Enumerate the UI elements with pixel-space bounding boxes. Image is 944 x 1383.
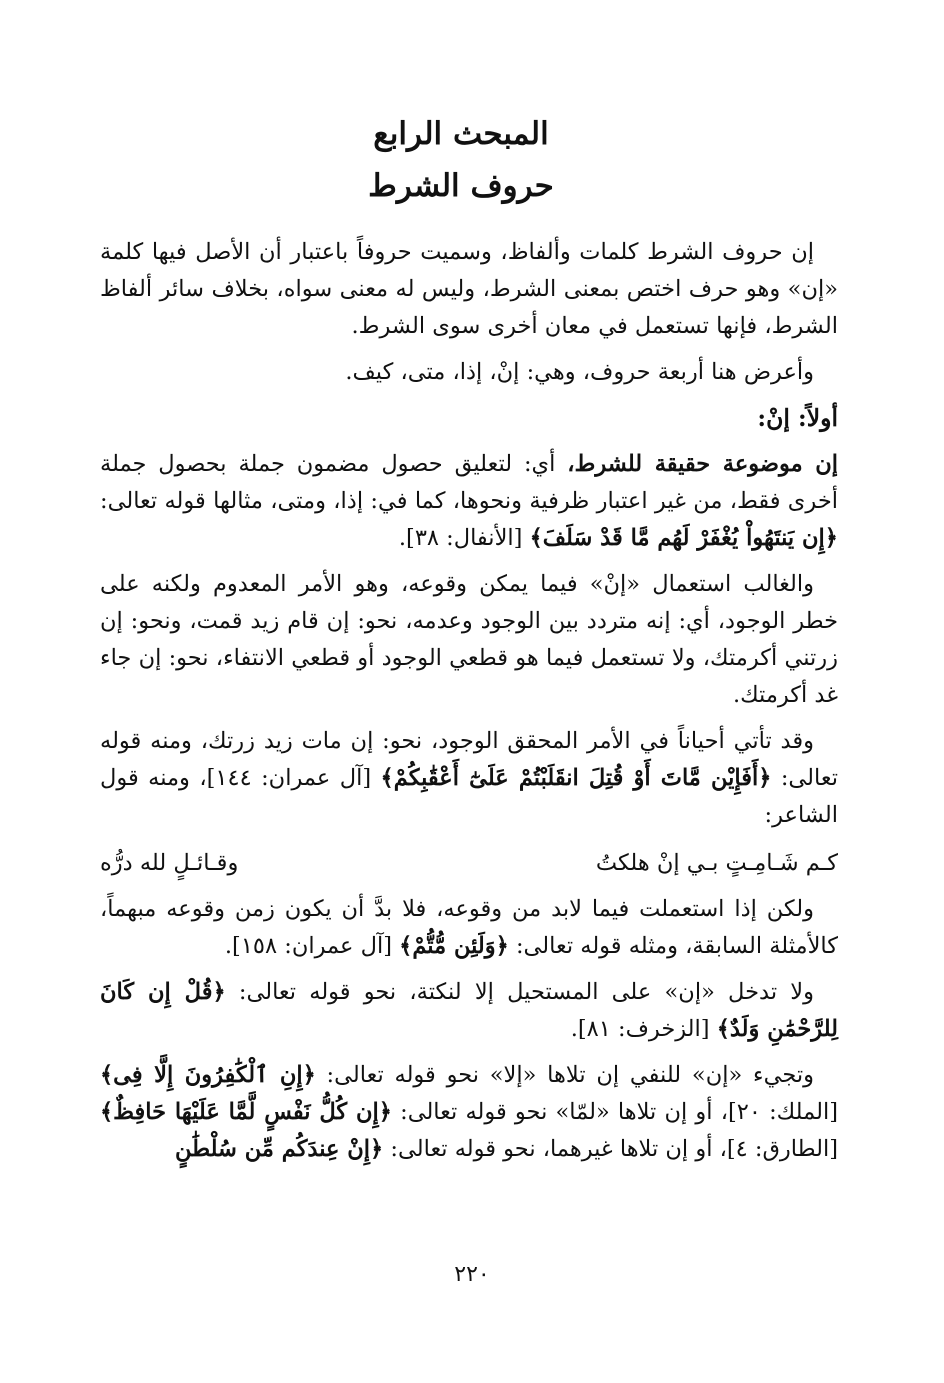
quran-verse: ﴿إِنْ عِندَكُم مِّن سُلْطَٰنٍ bbox=[175, 1136, 384, 1162]
paragraph-vague-time bbox=[100, 891, 838, 965]
paragraph-text: [الطارق: ٤]، أو إن تلاها غيرهما، نحو قوله تعالى: bbox=[383, 1136, 838, 1162]
quran-verse: ﴿وَلَئِن مُّتُّمْ﴾ bbox=[399, 933, 509, 959]
verse-reference: [الزخرف: ٨١]. bbox=[570, 1016, 717, 1042]
verse-reference: [الأنفال: ٣٨]. bbox=[398, 525, 530, 551]
headings bbox=[100, 108, 838, 212]
paragraph-text: أي: لتعليق حصول مضمون جملة بحصول جملة أخرى فقط، من غير اعتبار ظرفية ونحوها، كما في: إذا، ومتى، مثالها قوله تعالى: bbox=[100, 451, 838, 514]
section-heading: المبحث الرابع bbox=[373, 116, 549, 152]
paragraph-text: ولا تدخل «إن» على المستحيل إلا لنكتة، نحو قوله تعالى: bbox=[225, 979, 814, 1005]
quran-verse: ﴿إِنِ ٱلْكَٰفِرُونَ إِلَّا فِى﴾ bbox=[100, 1062, 316, 1088]
page-title: حروف الشرط bbox=[368, 168, 554, 204]
verse-second-hemistich: وقـائـلٍ لله درُّه bbox=[100, 850, 239, 876]
paragraph-usage: والغالب استعمال «إنْ» فيما يمكن وقوعه، وهو الأمر المعدوم ولكنه على خطر الوجود، أي: إنه متردد بين الوجود وعدمه، نحو: إن قام زيد قمت، ونحو: إن زرتني أكرمتك، ولا تستعمل فيما هو قطعي الوجود أو قطعي الانتفاء، نحو: إن جاء غد أكرمتك. bbox=[100, 571, 838, 708]
paragraph-text: وتجيء «إن» للنفي إن تلاها «إلا» نحو قوله تعالى: bbox=[315, 1062, 814, 1088]
quran-verse: ﴿إِن كُلُّ نَفْسٍ لَّمَّا عَلَيْهَا حَافِظٌ﴾ bbox=[100, 1099, 392, 1125]
verse-reference: [آل عمران: ١٥٨]. bbox=[224, 933, 400, 959]
paragraph-certain bbox=[100, 723, 838, 834]
paragraph-list: وأعرض هنا أربعة حروف، وهي: إنْ، إذا، متى، كيف. bbox=[345, 359, 814, 385]
verse-reference: [آل عمران: ١٤٤]، ومنه قول الشاعر: bbox=[100, 765, 838, 828]
subsection-heading: أولاً: إنْ: bbox=[757, 404, 838, 432]
quran-verse: ﴿قُلْ إِن كَانَ لِلرَّحْمَٰنِ وَلَدٌ﴾ bbox=[100, 979, 838, 1042]
paragraph-intro: إن حروف الشرط كلمات وألفاظ، وسميت حروفاً باعتبار أن الأصل فيها كلمة «إن» وهو حرف اختص بمعنى الشرط، وليس له معنى سواه، بخلاف سائر ألفاظ الشرط، فإنها تستعمل في معان أخرى سوى الشرط. bbox=[100, 239, 838, 339]
paragraph-definition bbox=[100, 446, 838, 557]
poetry-verse bbox=[100, 843, 838, 883]
page-number: ٢٢٠ bbox=[454, 1262, 490, 1287]
body-text bbox=[100, 234, 838, 1168]
paragraph-negation bbox=[100, 1057, 838, 1168]
paragraph-text: ولكن إذا استعملت فيما لابد من وقوعه، فلا بدَّ أن يكون زمن وقوعه مبهماً، كالأمثلة السابقة، ومثله قوله تعالى: bbox=[100, 896, 838, 959]
quran-verse: ﴿أَفَإِيْن مَّاتَ أَوْ قُتِلَ انقَلَبْتُمْ عَلَىٰٓ أَعْقَٰبِكُمْ﴾ bbox=[380, 765, 772, 791]
paragraph-text: [الملك: ٢٠]، أو إن تلاها «لمّا» نحو قوله تعالى: bbox=[391, 1099, 838, 1125]
verse-first-hemistich: كـم شَـامِـتٍ بـي إنْ هلكتُ bbox=[595, 850, 838, 876]
bold-term: إن موضوعة حقيقة للشرط، bbox=[567, 451, 838, 477]
paragraph-impossible bbox=[100, 974, 838, 1048]
paragraph-text: وقد تأتي أحياناً في الأمر المحقق الوجود، نحو: إن مات زيد زرتك، ومنه قوله تعالى: bbox=[100, 728, 838, 791]
quran-verse: ﴿إِن يَنتَهُواْ يُغْفَرْ لَهُم مَّا قَدْ سَلَفَ﴾ bbox=[529, 525, 838, 551]
